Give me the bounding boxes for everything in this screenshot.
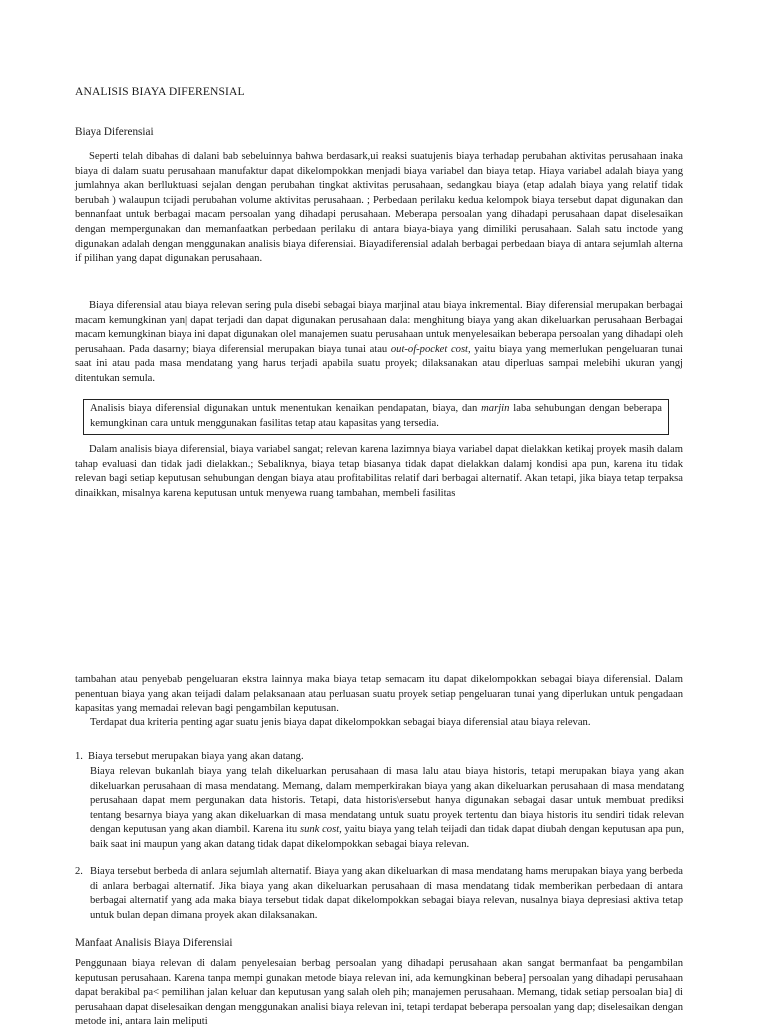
paragraph-continuation (75, 673, 683, 717)
list-item-text: Biaya tersebut berbeda di anlara sejumlah alternatif. Biaya yang akan dikeluarkan di masa mendatang hams merupakan biaya yang berbeda di anlara berbagai alternatif. Jika biaya yang akan dikeluarkan perusahaan di masa mendatang tidak memberikan perbedaan di antara berbagai alternatif yang ada maka biaya tersebut tidak dapat dikelompokkan sebagai biaya relevan, nusalnya biaya depresiasi aktiva tetap untuk bulan depan dimana proyek akan dilaksanakan. (90, 866, 683, 921)
emphasis-out-of-pocket: out-of-pocket cost, (390, 343, 471, 355)
highlight-box (83, 399, 669, 435)
list-item-text: Biaya tersebut merupakan biaya yang akan datang. (88, 751, 304, 762)
paragraph-text: Dalam analisis biaya diferensial, biaya variabel sangat; relevan karena lazimnya biaya variabel dapat dielakkan ketikaj proyek masih dalam tahap evaluasi dan tidak jadi dielakkan.; Sebaliknya, biaya tetap biasanya tidak dapat dielakkan dalamj kondisi apa pun, karena itu tidak relevan bagi setiap keputusan sehubungan dengan biaya atau profitabilitas relatif dari berbagai alternatif. Akan tetapi, jika biaya tetap terpaksa dinaikkan, misalnya karena keputusan untuk menyewa ruang tambahan, membeli fasilitas (75, 444, 683, 499)
paragraph-biaya-relevan (75, 299, 683, 387)
list-item-1-body (90, 765, 684, 853)
document-title: ANALISIS BIAYA DIFERENSIAL (75, 85, 245, 98)
body-text-part: yaitu biaya yang telah teijadi dan tidak dapat diubah dengan keputusan apa pun, baik saat ini maupun yang akan datang tidak dapat dikelompokkan sebagai biaya relevan. (90, 824, 685, 850)
paragraph-text: tambahan atau penyebab pengeluaran ekstra lainnya maka biaya tetap semacam itu dapat dikelompokkan sebagai biaya diferensial. Dalam penentuan biaya yang akan teijadi dalam pelaksanaan atau perluasan suatu proyek setiap pengeluaran tunai yang diperlukan untuk pengadaan kapasitas yang memadai relevan bagi pengambilan keputusan. (75, 674, 683, 715)
emphasis-marjin: marjin (481, 403, 510, 414)
body-text-part: Biaya relevan bukanlah biaya yang telah dikeluarkan perusahaan di masa lalu atau biaya historis, tetapi merupakan biaya yang akan dikeluarkan perusahaan di masa mendatang. Memang, dalam memperkirakan biaya yang akan dikeluarkan perusahaan di masa mendatang perusahaan dapat mem pergunakan data historis. Tetapi, data historis\ersebut hanya digunakan sebagai dasar untuk membuat prediksi tentang besarnya biaya yang akan dikeluarkan di masa mendatang untuk suatu proyek tertentu dan biaya historis itu sendiri tidak relevan dengan keputusan yang akan diambil. Karena itu (90, 766, 684, 836)
paragraph-analisis (75, 443, 683, 501)
box-text-part: Analisis biaya diferensial digunakan untuk menentukan kenaikan pendapatan, biaya, dan (90, 403, 482, 414)
list-number: 2. (75, 866, 83, 877)
paragraph-intro (75, 150, 683, 267)
list-item-2 (75, 865, 683, 923)
paragraph-text: Seperti telah dibahas di dalani bab sebeluinnya bahwa berdasark,ui reaksi suatujenis biaya terhadap perubahan aktivitas perusahaan inaka biaya di dalam suatu perusahaan manufaktur dapat dikelompokkan menjadi biaya variabel dan biaya tetap. Hiaya variabel adalah biaya yang jumlahnya akan berlluktuasi sejalan dengan perubahan tingkat aktivitas perusahaan, sedangkau biaya (etap adalah biaya yang relatif tidak berubah ) walaupun tcijadi perubahan volume aktivitas perusahaan. ; Perbedaan perilaku kedua kelompok biaya tersebut dapat digunakan dan bennanfaat untuk berbagai macam persoalan yang dihadapi perusahaan. Meberapa persoalan yang dihadapi perusahaan dapat diselesaikan dengan mempergunakan dan memanfaatkan perbedaan perilaku di antara biaya-biaya yang dimiliki perusahaan. Salah satu inctode yang digunakan adalah dengan menggunakan analisis biaya diferensiai. Biayadiferensial adalah berbagai perbedaan biaya di antara sejumlah alterna if pilihan yang dapat digunakan perusahaan. (75, 151, 683, 265)
box-text-part: laba sehubungan dengan beberapa kemungkinan cara untuk menggunakan fasilitas tetap atau kapasitas yang tersedia. (90, 403, 662, 429)
list-item-1 (75, 750, 683, 765)
section-heading-manfaat: Manfaat Analisis Biaya Diferensiai (75, 937, 233, 949)
emphasis-sunk-cost: sunk cost, (299, 824, 342, 836)
paragraph-manfaat (75, 957, 683, 1030)
paragraph-text-part: Biaya diferensial atau biaya relevan sering pula disebi sebagai biaya marjinal atau biaya inkremental. Biay diferensial merupakan berbagai macam kemungkinan yan| dapat terjadi dan dapat digunakan perusahaan dala: menghitung biaya yang akan dikeluarkan perusahaan Berbagai macam kemungkinan biaya ini dapat digunakan olel manajemen suatu perusahaan untuk menyelesaikan beberapa persoalan yang dihadapi oleh perusahaan. Pada dasarny; biaya diferensial merupakan biaya tunai atau (75, 300, 683, 355)
paragraph-text: Penggunaan biaya relevan di dalam penyelesaian berbag persoalan yang dihadapi perusahaan akan sangat bermanfaat ba pengambilan keputusan perusahaan. Karena tanpa mempi gunakan metode biaya relevan ini, ada kemungkinan bebera] persoalan yang dihadapi perusahaan dapat berakibal pa< pemilihan jalan keluar dan keputusan yang salah oleh pih; manajemen perusahaan. Memang, tidak setiap persoalan bia] di perusahaan dapat diselesaikan dengan menggunakan analisi biaya relevan ini, tetapi terdapat beberapa persoalan yang dap; diselesaikan dengan metode ini, antara lain meliputi (75, 958, 684, 1028)
list-number: 1. (75, 751, 83, 762)
paragraph-kriteria: Terdapat dua kriteria penting agar suatu jenis biaya dapat dikelompokkan sebagai biaya diferensial atau biaya relevan. (90, 717, 591, 728)
paragraph-text (75, 299, 683, 387)
section-heading-biaya-diferensial: Biaya Diferensiai (75, 126, 154, 138)
paragraph-text-part: yaitu biaya yang memerlukan pengeluaran tunai saat ini atau pada masa mendatang yang harus terjadi apabila suatu proyek; dilaksanakan atau diperluas sampai melebihi ukuran yangj ditentukan semula. (75, 343, 683, 384)
